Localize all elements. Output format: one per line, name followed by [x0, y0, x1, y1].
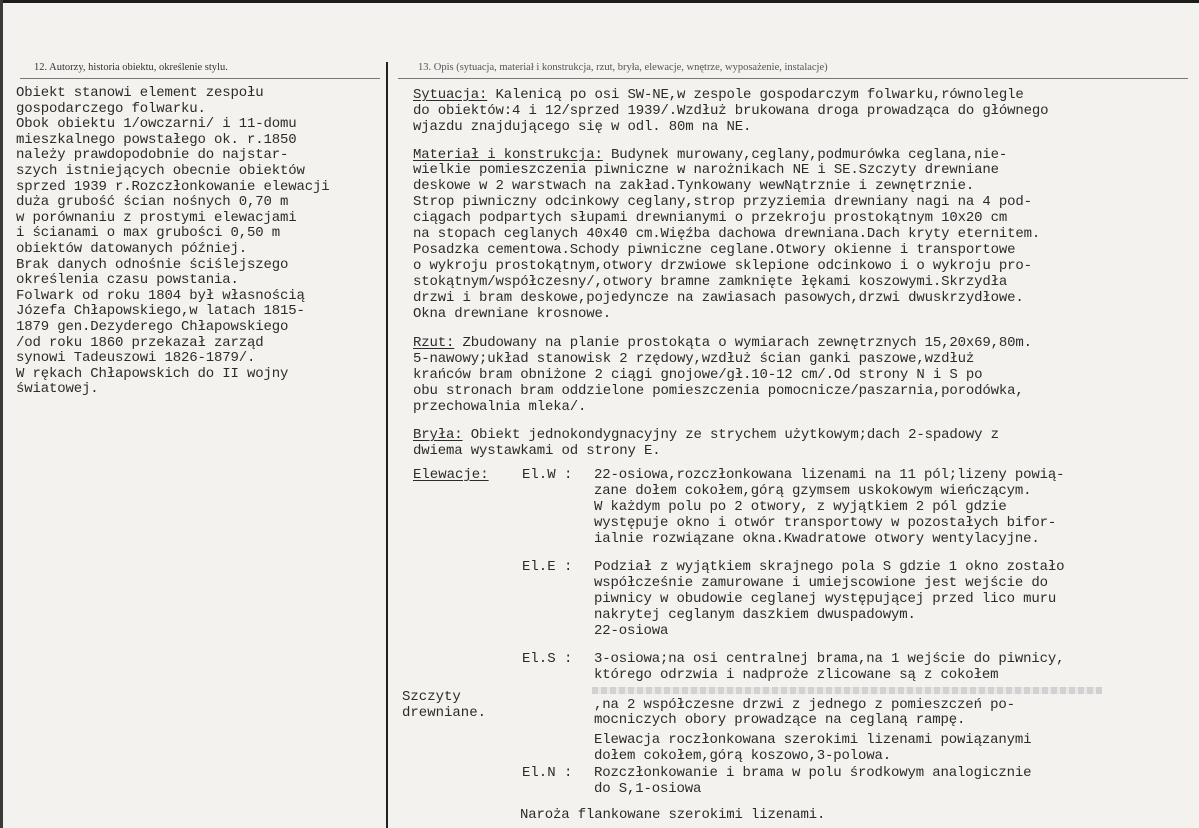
naroza-footer: Naroża flankowane szerokimi lizenami.	[520, 807, 826, 823]
material-label: Materiał i konstrukcja:	[413, 147, 603, 163]
left-border	[0, 0, 3, 828]
history-line: Brak danych odnośnie ściślejszego	[16, 256, 289, 273]
history-line: W rękach Chłapowskich do II wojny	[16, 365, 289, 382]
rzut-text: Zbudowany na planie prostokąta o wymiarach zewnętrznych 15,20x69,80m.	[454, 335, 1032, 351]
material-line: deskowe w 2 warstwach na zakład.Tynkowany wewNątrznie i zewnętrznie.	[413, 178, 975, 194]
history-line: i ścianami o max grubości 0,50 m	[16, 225, 281, 242]
sytuacja-line	[413, 88, 1024, 103]
material-text: Budynek murowany,ceglany,podmurówka ceglana,nie-	[602, 147, 1008, 163]
elevation-w-tag: El.W :	[522, 467, 573, 483]
header-rule-right	[398, 78, 1188, 79]
material-line: drzwi i bram deskowe,pojedyncze na zawiasach pasowych,drzwi dwuskrzydłowe.	[413, 290, 1024, 306]
elevation-e-line: Podział z wyjątkiem skrajnego pola S gdzie 1 okno zostało	[594, 559, 1065, 575]
elevation-e-tag: El.E :	[522, 559, 573, 575]
history-line: określenia czasu powstania.	[16, 272, 239, 289]
material-line: Strop piwniczny odcinkowy ceglany,strop przyziemia drewniany nagi na 4 pod-	[413, 194, 1032, 210]
history-line: Folwark od roku 1804 był własnością	[16, 287, 305, 304]
elevation-w-line: 22-osiowa,rozczłonkowana lizenami na 11 pól;lizeny powią-	[594, 467, 1065, 483]
rzut-label: Rzut:	[413, 335, 455, 351]
elevation-s-line: ,na 2 współczesne drzwi z jednego z pomieszczeń po-	[594, 697, 1015, 713]
szczyty-note: Szczyty	[402, 689, 461, 705]
elewacje-label: Elewacje:	[413, 467, 489, 483]
sytuacja-text: Kalenicą po osi SW-NE,w zespole gospodarczym folwarku,równolegle	[487, 87, 1024, 103]
rzut-line	[413, 336, 1032, 351]
material-line: wielkie pomieszczenia piwniczne w narożnikach NE i SE.Szczyty drewniane	[413, 162, 999, 178]
history-line: Obok obiektu 1/owczarni/ i 11-domu	[16, 116, 297, 133]
elevation-w-line: ialnie rozwiązane okna.Kwadratowe otwory wentylacyjne.	[594, 531, 1040, 547]
elevation-w-line: W każdym polu po 2 otwory, z wyjątkiem 2 pól gdzie	[594, 499, 1007, 515]
bryla-text: Obiekt jednokondygnacyjny ze strychem użytkowym;dach 2-spadowy z	[462, 427, 999, 443]
elevation-e-line: nakrytej ceglanym daszkiem dwuspadowym.	[594, 607, 916, 623]
material-line: o wykroju prostokątnym,otwory drzwiowe sklepione odcinkowo i o wykroju pro-	[413, 258, 1032, 274]
header-rule-left	[20, 78, 380, 79]
history-line: Józefa Chłapowskiego,w latach 1815-	[16, 303, 305, 320]
history-line: w porównaniu z prostymi elewacjami	[16, 209, 297, 226]
bryla-line: dwiema wystawkami od strony E.	[413, 443, 661, 459]
elevation-s-line: 3-osiowa;na osi centralnej brama,na 1 wejście do piwnicy,	[594, 651, 1065, 667]
elevation-n-line: Rozczłonkowanie i brama w polu środkowym analogicznie	[594, 765, 1032, 781]
bryla-line	[413, 428, 999, 443]
elevation-e-line: piwnicy w obudowie ceglanej występującej przed lico muru	[594, 591, 1057, 607]
history-line: gospodarczego folwarku.	[16, 100, 206, 117]
column-divider	[386, 62, 388, 828]
section-12-header: 12. Autorzy, historia obiektu, określenie stylu.	[34, 62, 228, 73]
sytuacja-label: Sytuacja:	[413, 87, 488, 103]
section-13-header: 13. Opis (sytuacja, materiał i konstrukcja, rzut, bryła, elewacje, wnętrze, wyposażenie, instalacje)	[418, 62, 828, 73]
sytuacja-line: do obiektów:4 i 12/sprzed 1939/.Wzdłuż brukowana droga prowadząca do głównego	[413, 103, 1049, 119]
history-line: należy prawdopodobnie do najstar-	[16, 147, 289, 164]
material-line: na stopach ceglanych 40x40 cm.Więźba dachowa drewniana.Dach kryty eternitem.	[413, 226, 1041, 242]
history-line: światowej.	[16, 381, 99, 398]
elevation-e-line: współcześnie zamurowane i umiejscowione jest wejście do	[594, 575, 1048, 591]
history-line: /od roku 1860 przekazał zarząd	[16, 334, 264, 351]
material-line	[413, 148, 1007, 163]
rzut-line: obu stronach bram oddzielone pomieszczenia pomocnicze/paszarnia,porodówka,	[413, 383, 1024, 399]
elevation-n-line: do S,1-osiowa	[594, 781, 702, 797]
history-line: Obiekt stanowi element zespołu	[16, 85, 264, 101]
history-line: 1879 gen.Dezyderego Chłapowskiego	[16, 318, 289, 335]
elevation-s-tag: El.S :	[522, 651, 573, 667]
history-line: duża grubość ścian nośnych 0,70 m	[16, 194, 289, 211]
elevation-w-line: zane dołem cokołem,górą gzymsem uskokowym wieńczącym.	[594, 483, 1032, 499]
elevation-s-line: którego odrzwia i nadproże zlicowane są z cokołem	[594, 667, 999, 683]
top-border	[0, 0, 1199, 3]
material-line: ciągach podpartych słupami drewnianymi o przekroju prostokątnym 10x20 cm	[413, 210, 1008, 226]
material-line: stokątnym/współczesny/,otwory bramne zamknięte łękami koszowymi.Skrzydła	[413, 274, 1008, 290]
szczyty-note: drewniane.	[402, 705, 487, 721]
sytuacja-line: wjazdu znajdującego się w odl. 80m na NE.	[413, 119, 752, 135]
history-text	[16, 86, 382, 398]
history-line: szych istniejących obecnie obiektów	[16, 162, 305, 179]
history-line: mieszkalnego powstałego ok. r.1850	[16, 131, 297, 148]
history-line: obiektów datowanych później.	[16, 240, 248, 257]
rzut-line: krańców bram obniżone 2 ciągi gnojowe/gł.10-12 cm/.Od strony N i S po	[413, 367, 983, 383]
elevation-e-line: 22-osiowa	[594, 623, 669, 639]
rzut-line: przechowalnia mleka/.	[413, 399, 587, 415]
elevation-s-line: mocniczych obory prowadzące na ceglaną rampę.	[594, 712, 966, 728]
material-line: Posadzka cementowa.Schody piwniczne ceglane.Otwory okienne i transportowe	[413, 242, 1016, 258]
elevation-w-line: występuje okno i otwór transportowy w pozostałych bifor-	[594, 515, 1057, 531]
material-line: Okna drewniane krosnowe.	[413, 306, 612, 322]
elevation-s-line: Elewacja roczłonkowana szerokimi lizenami powiązanymi	[594, 732, 1032, 748]
rzut-line: 5-nawowy;układ stanowisk 2 rzędowy,wzdłuż ścian ganki paszowe,wzdłuż	[413, 351, 975, 367]
bryla-label: Bryła:	[413, 427, 463, 443]
history-line: sprzed 1939 r.Rozczłonkowanie elewacji	[16, 178, 330, 195]
elevation-n-tag: El.N :	[522, 765, 573, 781]
typewriter-smear	[592, 687, 1102, 694]
history-line: synowi Tadeuszowi 1826-1879/.	[16, 350, 256, 367]
elevation-s-line: dołem cokołem,górą koszowo,3-polowa.	[594, 748, 892, 764]
